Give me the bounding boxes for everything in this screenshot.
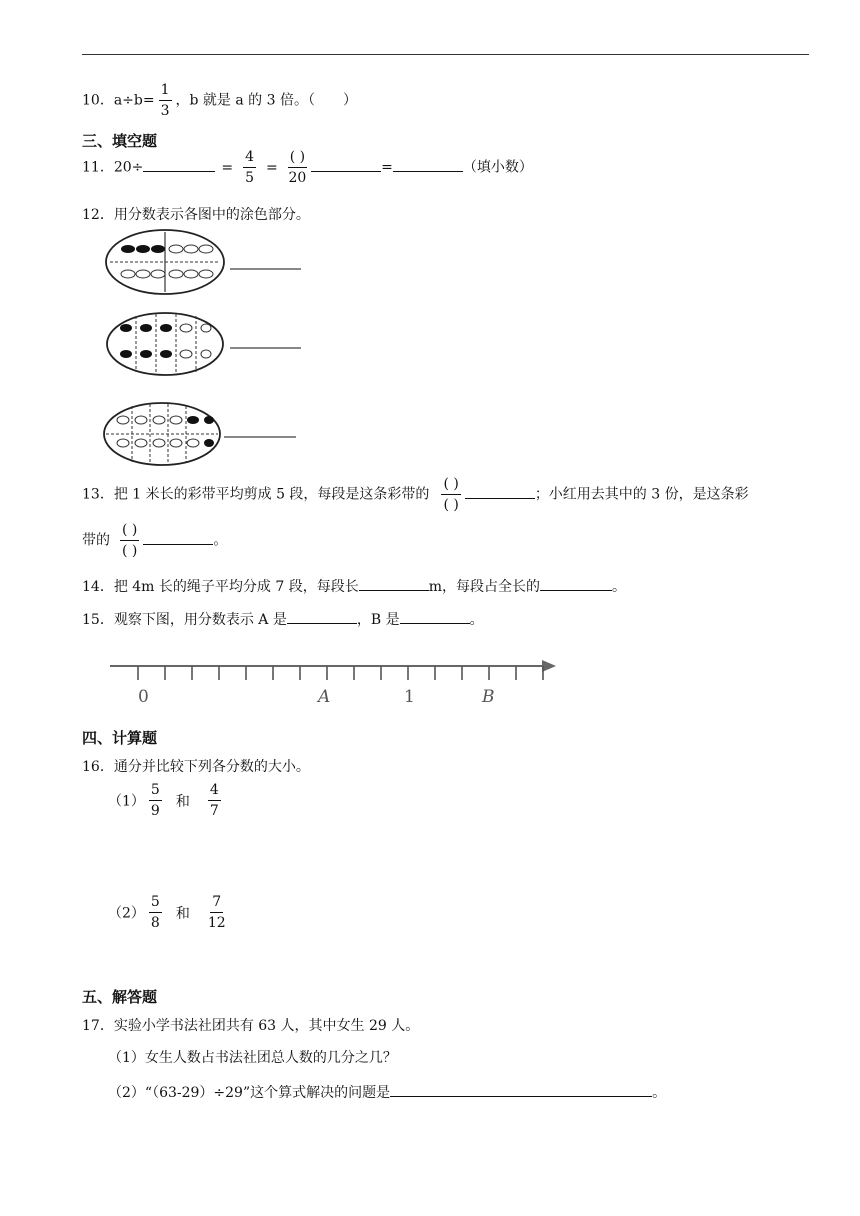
- equals: =: [266, 159, 278, 176]
- answer-blank[interactable]: [311, 159, 381, 172]
- q15-end: 。: [469, 612, 484, 628]
- answer-blank[interactable]: [359, 578, 429, 591]
- answer-blank[interactable]: [540, 578, 612, 591]
- denominator: ( ): [122, 543, 138, 559]
- fraction: [441, 477, 460, 512]
- q14-text-mid: m，每段占全长的: [428, 579, 540, 595]
- answer-blank[interactable]: [143, 532, 213, 545]
- answer-blank[interactable]: [143, 159, 215, 172]
- fraction: [159, 83, 172, 118]
- denominator: 9: [150, 803, 160, 819]
- q11-text: 11．20÷: [82, 159, 144, 176]
- q14-end: 。: [612, 579, 626, 595]
- and-word: 和: [175, 905, 190, 922]
- shaded-ellipse-figures: [100, 226, 310, 476]
- figure-1: [106, 230, 301, 294]
- fraction: [288, 150, 307, 185]
- q17-part-1: （1）女生人数占书法社团总人数的几分之几？: [108, 1050, 397, 1066]
- q17-end: 。: [652, 1085, 667, 1101]
- question-13-line2: [82, 523, 227, 558]
- tick-label-1: 1: [404, 687, 415, 707]
- question-12: 12．用分数表示各图中的涂色部分。: [82, 207, 310, 223]
- section-heading-4: 四、计算题: [82, 729, 158, 747]
- part-label: （2）: [108, 905, 145, 922]
- section-heading-5: 五、解答题: [82, 988, 158, 1006]
- fraction: [149, 895, 162, 930]
- answer-blank[interactable]: [465, 486, 535, 499]
- part-label: （1）: [108, 793, 145, 810]
- denominator: 7: [209, 803, 219, 819]
- numerator: 7: [210, 895, 223, 913]
- fraction: [243, 150, 256, 185]
- tick-label-0: 0: [138, 687, 149, 707]
- denominator: 12: [207, 915, 226, 931]
- q15-text-mid: ，B 是: [356, 612, 400, 628]
- q10-text: 10．a÷b=: [82, 92, 155, 109]
- answer-blank[interactable]: [390, 1084, 652, 1097]
- figure-3: [104, 403, 296, 465]
- section-heading-3: 三、填空题: [82, 132, 158, 150]
- fraction: [149, 783, 162, 818]
- q15-text: 15．观察下图，用分数表示 A 是: [82, 612, 287, 628]
- equals: =: [381, 159, 393, 176]
- q13-text: 13．把 1 米长的彩带平均剪成 5 段，每段是这条彩带的: [82, 486, 430, 503]
- tick-label-A: A: [318, 687, 331, 707]
- q13-text-mid: ；小红用去其中的 3 份，是这条彩: [534, 486, 749, 503]
- question-13: [82, 477, 749, 512]
- q11-suffix: （填小数）: [462, 159, 533, 176]
- fraction: [120, 523, 139, 558]
- answer-blank[interactable]: [393, 159, 463, 172]
- denominator: 20: [288, 170, 307, 186]
- question-11: [82, 150, 533, 185]
- q17-part-2: [108, 1082, 666, 1102]
- numerator: 4: [243, 150, 256, 168]
- denominator: 3: [160, 103, 170, 119]
- and-word: 和: [175, 793, 190, 810]
- denominator: 8: [150, 915, 160, 931]
- numerator: 5: [149, 895, 162, 913]
- q16-part-2: [108, 895, 230, 930]
- numerator: ( ): [288, 150, 307, 168]
- q17-part-2-text: （2）“（63-29）÷29”这个算式解决的问题是: [108, 1085, 391, 1101]
- question-10: [82, 83, 357, 118]
- q13-end: 。: [213, 532, 228, 549]
- header-rule: [82, 54, 809, 55]
- q16-part-1: [108, 783, 225, 818]
- fraction: [208, 895, 226, 930]
- question-17: 17．实验小学书法社团共有 63 人，其中女生 29 人。: [82, 1018, 420, 1034]
- numerator: 1: [159, 83, 172, 101]
- number-line: [104, 654, 560, 708]
- numerator: 5: [149, 783, 162, 801]
- denominator: 5: [245, 170, 255, 186]
- question-14: [82, 576, 626, 596]
- q14-text: 14．把 4m 长的绳子平均分成 7 段，每段长: [82, 579, 359, 595]
- numerator: ( ): [120, 523, 139, 541]
- equals: =: [221, 159, 234, 176]
- tick-label-B: B: [482, 687, 495, 707]
- q13-text-line2: 带的: [82, 532, 110, 549]
- denominator: ( ): [443, 497, 459, 513]
- numerator: 4: [208, 783, 221, 801]
- question-16: 16．通分并比较下列各分数的大小。: [82, 759, 310, 775]
- fraction: [208, 783, 221, 818]
- answer-blank[interactable]: [287, 611, 357, 624]
- answer-blank[interactable]: [400, 611, 470, 624]
- q10-suffix: ，b 就是 a 的 3 倍。（ ）: [175, 92, 357, 109]
- question-15: [82, 609, 484, 629]
- numerator: ( ): [441, 477, 460, 495]
- figure-2: [107, 313, 301, 375]
